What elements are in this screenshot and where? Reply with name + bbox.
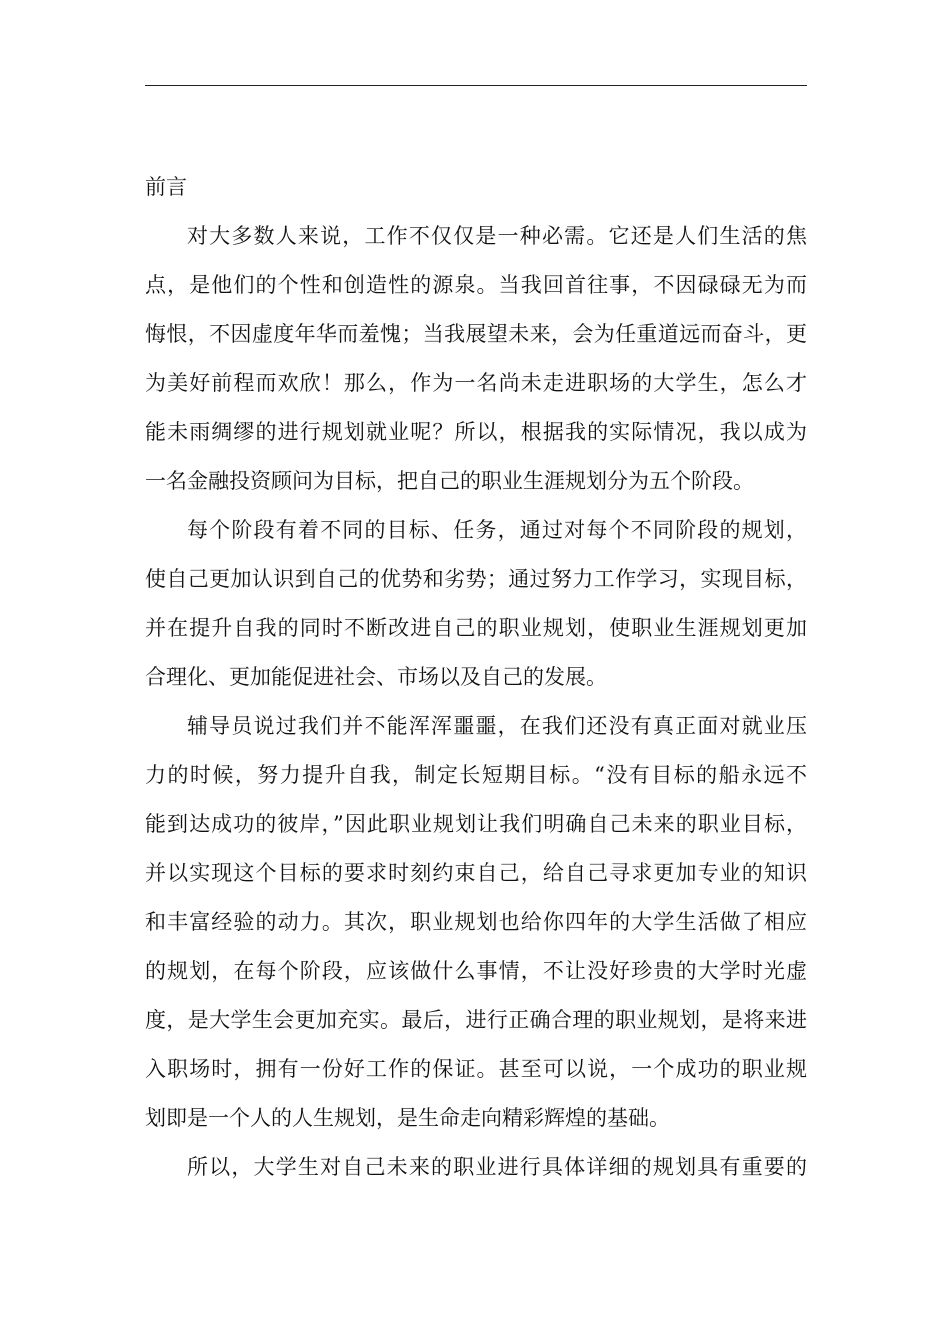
paragraph-3 — [145, 702, 807, 1143]
paragraph-line: 力的时候，努力提升自我，制定长短期目标。“没有目标的船永远不 — [145, 763, 807, 787]
paragraph-line: 入职场时，拥有一份好工作的保证。甚至可以说，一个成功的职业规 — [145, 1057, 807, 1081]
paragraph-2 — [145, 506, 807, 702]
paragraph-line: 并在提升自我的同时不断改进自己的职业规划，使职业生涯规划更加 — [145, 616, 807, 640]
paragraph-line: 划即是一个人的人生规划，是生命走向精彩辉煌的基础。 — [145, 1106, 670, 1130]
paragraph-line: 能到达成功的彼岸，”因此职业规划让我们明确自己未来的职业目标， — [145, 812, 807, 836]
paragraph-line: 点，是他们的个性和创造性的源泉。当我回首往事，不因碌碌无为而 — [145, 273, 807, 297]
paragraph-line: 并以实现这个目标的要求时刻约束自己，给自己寻求更加专业的知识 — [145, 861, 807, 885]
paragraph-line: 使自己更加认识到自己的优势和劣势；通过努力工作学习，实现目标， — [145, 567, 807, 591]
header-rule — [145, 85, 807, 86]
paragraph-line: 合理化、更加能促进社会、市场以及自己的发展。 — [145, 665, 607, 689]
paragraph-line: 度，是大学生会更加充实。最后，进行正确合理的职业规划，是将来进 — [145, 1008, 807, 1032]
paragraph-4 — [145, 1143, 807, 1192]
paragraph-line: 的规划，在每个阶段，应该做什么事情，不让没好珍贵的大学时光虚 — [145, 959, 807, 983]
paragraph-line: 每个阶段有着不同的目标、任务，通过对每个不同阶段的规划， — [187, 518, 807, 542]
paragraph-line: 一名金融投资顾问为目标，把自己的职业生涯规划分为五个阶段。 — [145, 469, 754, 493]
paragraph-line: 对大多数人来说，工作不仅仅是一种必需。它还是人们生活的焦 — [187, 224, 807, 248]
section-heading: 前言 — [145, 175, 187, 199]
document-body — [145, 163, 807, 1192]
paragraph-line: 所以，大学生对自己未来的职业进行具体详细的规划具有重要的 — [187, 1155, 807, 1179]
paragraph-line: 能未雨绸缪的进行规划就业呢？所以，根据我的实际情况，我以成为 — [145, 420, 807, 444]
paragraph-line: 为美好前程而欢欣！那么，作为一名尚未走进职场的大学生，怎么才 — [145, 371, 807, 395]
paragraph-line: 辅导员说过我们并不能浑浑噩噩，在我们还没有真正面对就业压 — [187, 714, 807, 738]
paragraph-line: 悔恨，不因虚度年华而羞愧；当我展望未来，会为任重道远而奋斗，更 — [145, 322, 807, 346]
paragraph-line: 和丰富经验的动力。其次，职业规划也给你四年的大学生活做了相应 — [145, 910, 807, 934]
paragraph-1 — [145, 212, 807, 506]
